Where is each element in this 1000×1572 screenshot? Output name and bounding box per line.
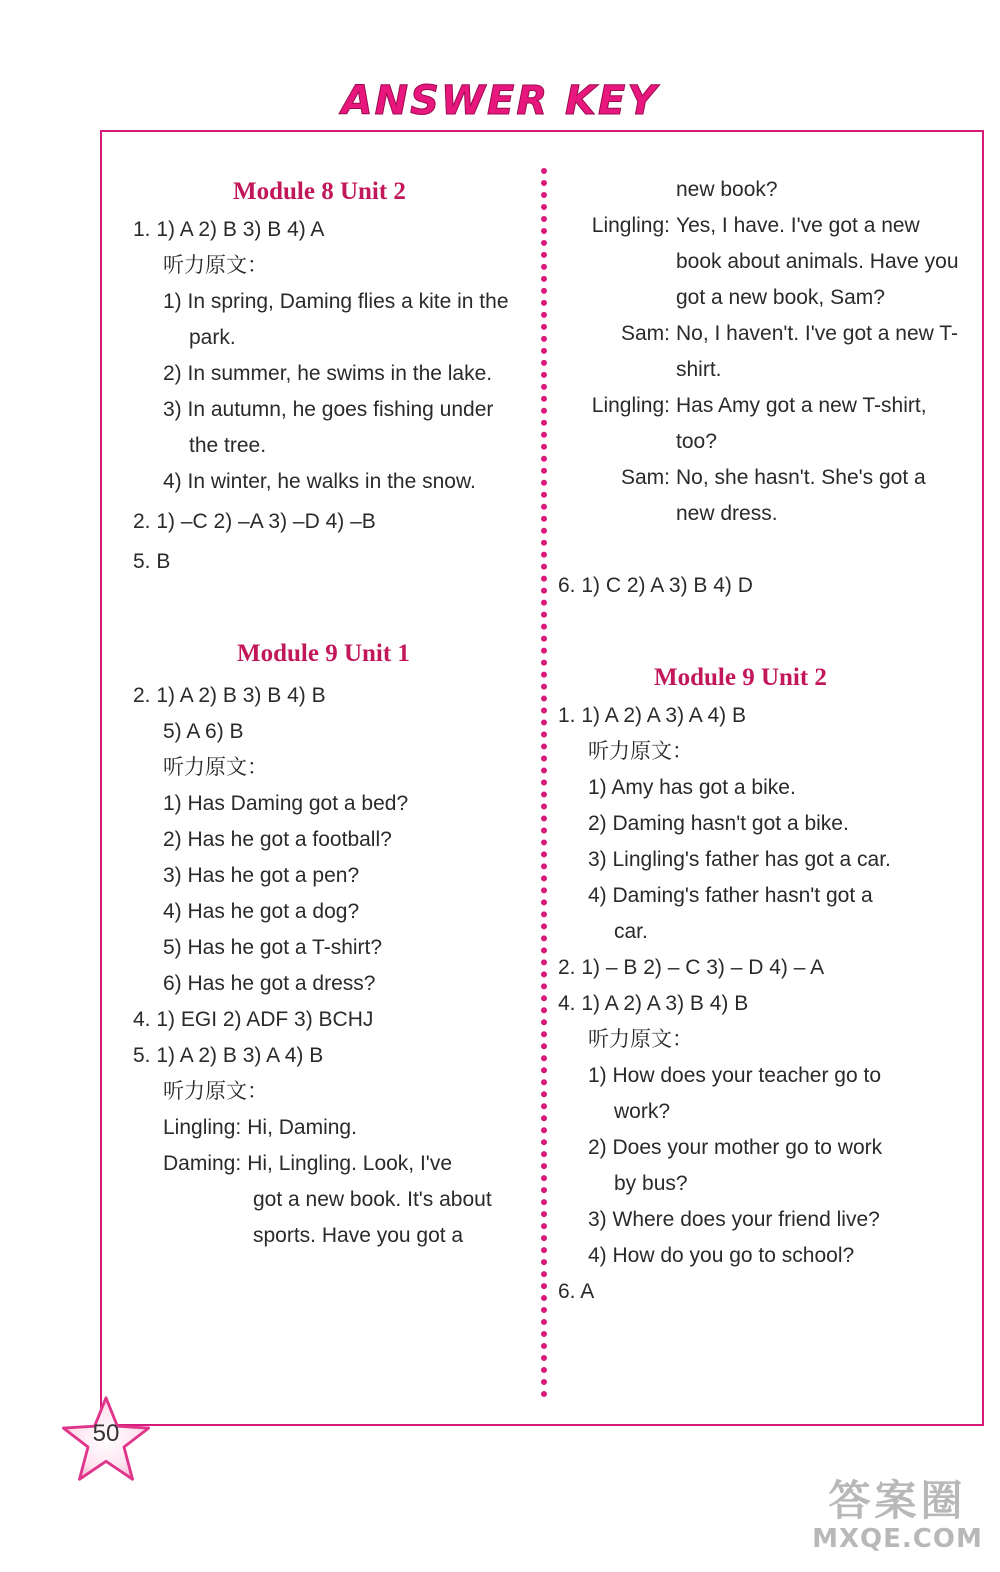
module9-unit1-title: Module 9 Unit 1 [237, 640, 410, 667]
page-number: 50 [92, 1420, 120, 1447]
dialogue-text: Has Amy got a new T-shirt, too? [676, 394, 927, 453]
dialogue-line [558, 388, 970, 460]
m9u1-q2: 2. 1) A 2) B 3) B 4) B [133, 684, 326, 707]
m8u2-q1: 1. 1) A 2) B 3) B 4) A [133, 218, 325, 241]
dialogue-text: No, I haven't. I've got a new T-shirt. [676, 322, 958, 381]
watermark-url: MXQE.COM [812, 1524, 983, 1554]
m9u2-sentence-3: 3) Lingling's father has got a car. [588, 848, 891, 871]
dialogue-text-cont: sports. Have you got a [253, 1224, 464, 1247]
dialogue-speaker: Daming: [163, 1152, 242, 1175]
m9u2-question-1: 1) How does your teacher go to [588, 1064, 881, 1087]
m8u2-q5: 5. B [133, 550, 171, 573]
dialogue-line [558, 460, 970, 532]
m9u2-question-2-cont: by bus? [614, 1172, 688, 1195]
dialogue-text: Yes, I have. I've got a new book about animals. Have you got a new book, Sam? [676, 214, 959, 309]
m9u1-sentence-3: 3) Has he got a pen? [163, 864, 360, 887]
m9u2-listening-label: 听力原文： [588, 740, 693, 763]
dialogue-text-cont: got a new book. It's about [253, 1188, 492, 1211]
dialogue-speaker: Lingling: [163, 1116, 242, 1139]
m9u2-question-1-cont: work? [614, 1100, 671, 1123]
dialogue-text: Hi, Daming. [247, 1116, 357, 1139]
dialogue-speaker: Lingling: [591, 394, 670, 417]
right-column [558, 172, 970, 1310]
m9u1-sentence-5: 5) Has he got a T-shirt? [163, 936, 383, 959]
m8u2-sentence-2: 2) In summer, he swims in the lake. [163, 362, 493, 385]
dialogue-line [133, 1110, 533, 1146]
m9u1-q5: 5. 1) A 2) B 3) A 4) B [133, 1044, 324, 1067]
dialogue-line [133, 1146, 533, 1182]
m9u2-question-3: 3) Where does your friend live? [588, 1208, 880, 1231]
m9u1-sentence-6: 6) Has he got a dress? [163, 972, 376, 995]
m8u2-sentence-1: 1) In spring, Daming flies a kite in the [163, 290, 509, 313]
dialogue-speaker: Lingling: [591, 214, 670, 237]
m9u1-sentence-2: 2) Has he got a football? [163, 828, 392, 851]
m9u2-q4: 4. 1) A 2) A 3) B 4) B [558, 992, 749, 1015]
m9u1-listening-label-2: 听力原文： [163, 1080, 268, 1103]
dialogue-text: No, she hasn't. She's got a new dress. [676, 466, 926, 525]
m9u2-listening-label-2: 听力原文： [588, 1028, 693, 1051]
m9u1-q2-cont: 5) A 6) B [163, 720, 244, 743]
dialogue-line [558, 316, 970, 388]
dialogue-speaker: Sam: [620, 466, 670, 489]
m8u2-q2: 2. 1) –C 2) –A 3) –D 4) –B [133, 510, 376, 533]
m9u2-sentence-4-cont: car. [614, 920, 648, 943]
column-divider [541, 168, 547, 1398]
m8u2-listening-label: 听力原文： [163, 254, 268, 277]
m9u2-q6: 6. A [558, 1280, 595, 1303]
m9u2-sentence-2: 2) Daming hasn't got a bike. [588, 812, 849, 835]
m9u2-q2: 2. 1) – B 2) – C 3) – D 4) – A [558, 956, 825, 979]
m9u2-sentence-4: 4) Daming's father hasn't got a [588, 884, 873, 907]
m9u1-listening-label: 听力原文： [163, 756, 268, 779]
m8u2-sentence-3: 3) In autumn, he goes fishing under [163, 398, 494, 421]
m9u1-sentence-4: 4) Has he got a dog? [163, 900, 360, 923]
m8u2-sentence-1-cont: park. [189, 326, 236, 349]
module9-unit2-title: Module 9 Unit 2 [654, 664, 827, 691]
dialogue-speaker: Sam: [620, 322, 670, 345]
m9u1-q4: 4. 1) EGI 2) ADF 3) BCHJ [133, 1008, 374, 1031]
m9u2-question-4: 4) How do you go to school? [588, 1244, 855, 1267]
dialogue-text: Hi, Lingling. Look, I've [247, 1152, 452, 1175]
m9u2-question-2: 2) Does your mother go to work [588, 1136, 883, 1159]
m9u2-q1: 1. 1) A 2) A 3) A 4) B [558, 704, 746, 727]
left-column [133, 172, 533, 1254]
m8u2-sentence-3-cont: the tree. [189, 434, 267, 457]
right-q6: 6. 1) C 2) A 3) B 4) D [558, 574, 753, 597]
m9u2-sentence-1: 1) Amy has got a bike. [588, 776, 796, 799]
watermark [800, 1478, 995, 1554]
module8-unit2-title: Module 8 Unit 2 [233, 178, 406, 205]
watermark-logo-text: 答案圈 [828, 1476, 967, 1525]
m9u1-sentence-1: 1) Has Daming got a bed? [163, 792, 409, 815]
page-header-title: ANSWER KEY [341, 78, 659, 124]
dialogue-text-cont: new book? [676, 178, 778, 201]
m8u2-sentence-4: 4) In winter, he walks in the snow. [163, 470, 476, 493]
dialogue-line [558, 208, 970, 316]
